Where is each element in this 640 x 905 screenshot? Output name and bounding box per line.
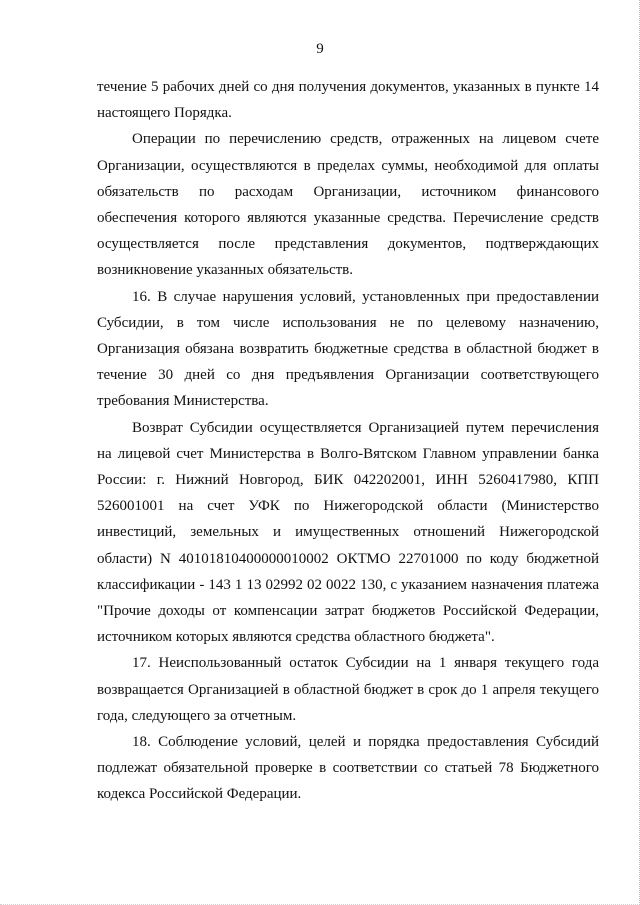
- paragraph-operations: Операции по перечислению средств, отраженных на лицевом счете Организации, осуществляются в пределах суммы, необходимой для оплаты обязательств по расходам Организации, источником финансового обеспечения которого являются указанные средства. Перечисление средств осуществляется после представления документов, подтверждающих возникновение указанных обязательств.: [97, 131, 599, 279]
- paragraph-item-18: 18. Соблюдение условий, целей и порядка предоставления Субсидий подлежат обязательной проверке в соответствии со статьей 78 Бюджетного кодекса Российской Федерации.: [97, 734, 599, 803]
- page-number: 9: [316, 41, 324, 57]
- paragraph-continuation: течение 5 рабочих дней со дня получения документов, указанных в пункте 14 настоящего Порядка.: [97, 79, 599, 122]
- paragraph-refund-details: Возврат Субсидии осуществляется Организацией путем перечисления на лицевой счет Министерства в Волго-Вятском Главном управлении банка России: г. Нижний Новгород, БИК 042202001, ИНН 5260417980, КПП 526001001 на счет УФК по Нижегородской области (Министерство инвестиций, земельных и имущественных отношений Нижегородской области) N 40101810400000010002 ОКТМО 22701000 по коду бюджетной классификации - 143 1 13 02992 02 0022 130, с указанием назначения платежа "Прочие доходы от компенсации затрат бюджетов Российской Федерации, источником которых являются средства областного бюджета".: [97, 419, 599, 646]
- document-body: [97, 74, 599, 808]
- paragraph-item-16: 16. В случае нарушения условий, установленных при предоставлении Субсидии, в том числе использования не по целевому назначению, Организация обязана возвратить бюджетные средства в областной бюджет в течение 30 дней со дня предъявления Организации соответствующего требования Министерства.: [97, 288, 599, 410]
- paragraph-item-17: 17. Неиспользованный остаток Субсидии на 1 января текущего года возвращается Организацией в областной бюджет в срок до 1 апреля текущего года, следующего за отчетным.: [97, 655, 599, 724]
